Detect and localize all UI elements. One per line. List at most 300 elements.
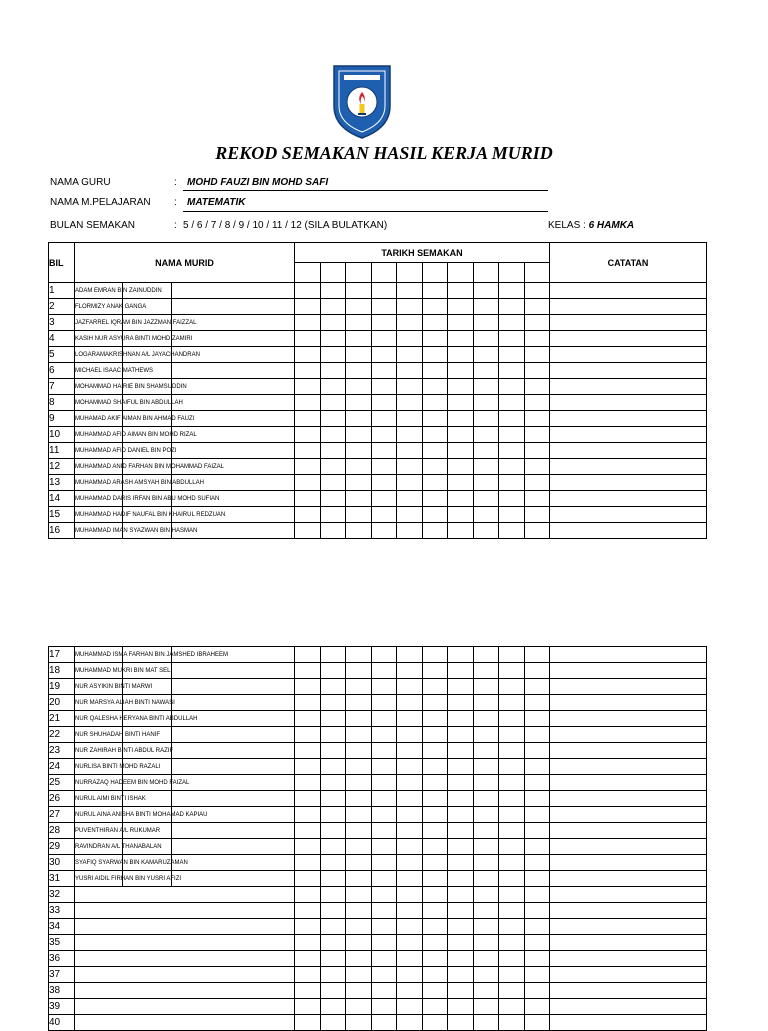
date-check-cell [448,459,474,475]
date-check-cell [346,711,372,727]
date-check-cell [346,347,372,363]
date-check-cell [499,759,525,775]
date-check-cell [295,759,321,775]
date-check-cell [346,727,372,743]
date-check-cell [397,507,423,523]
date-check-cell [524,663,550,679]
date-check-cell [397,983,423,999]
student-name: MUHAMAD AKIF AIMAN BIN AHMAD FAUZI [75,415,195,422]
date-check-cell [295,647,321,663]
catatan-cell [550,679,707,695]
student-name: JAZFARREL IQRAM BIN JAZZMAN FAIZZAL [75,319,197,326]
table-row [49,967,707,983]
date-check-cell [448,807,474,823]
date-check-cell [397,475,423,491]
catatan-cell [550,855,707,871]
kelas-value: 6 HAMKA [588,220,635,231]
date-check-cell [371,315,397,331]
student-name-cell [75,999,295,1015]
student-name-cell [75,459,295,475]
catatan-cell [550,347,707,363]
date-check-cell [320,807,346,823]
tarikh-semakan-header: TARIKH SEMAKAN [295,243,550,263]
bil-cell: 16 [49,523,75,539]
date-check-cell [397,727,423,743]
student-name: YUSRI AIDIL FIRHAN BIN YUSRI AFIZI [75,875,182,882]
catatan-cell [550,823,707,839]
guru-label: NAMA GURU [50,177,111,188]
date-check-cell [499,967,525,983]
date-check-cell [320,507,346,523]
catatan-cell [550,475,707,491]
catatan-cell [550,663,707,679]
date-check-cell [524,919,550,935]
date-check-cell [448,363,474,379]
table-row [49,647,707,663]
date-check-cell [397,491,423,507]
date-check-cell [397,443,423,459]
date-check-cell [448,695,474,711]
student-name-cell [75,951,295,967]
catatan-cell [550,283,707,299]
table-row [49,379,707,395]
student-name-cell [75,427,295,443]
date-check-cell [295,887,321,903]
date-check-cell [371,475,397,491]
student-name: MUHAMMAD IMAN SYAZWAN BIN HASMAN [75,527,198,534]
date-check-cell [473,491,499,507]
bil-cell: 38 [49,983,75,999]
date-check-cell [499,951,525,967]
student-name-cell [75,379,295,395]
student-name-cell [75,1015,295,1031]
student-name-cell [75,839,295,855]
date-check-cell [346,315,372,331]
bil-cell: 24 [49,759,75,775]
date-check-cell [473,935,499,951]
date-check-cell [346,855,372,871]
date-check-cell [295,903,321,919]
bil-cell: 12 [49,459,75,475]
student-name-cell [75,475,295,491]
date-check-cell [397,743,423,759]
date-check-cell [524,855,550,871]
date-check-cell [499,903,525,919]
date-check-cell [320,791,346,807]
catatan-cell [550,427,707,443]
date-check-cell [422,663,448,679]
date-check-cell [499,887,525,903]
bil-cell: 5 [49,347,75,363]
date-check-cell [473,443,499,459]
date-check-cell [448,935,474,951]
date-check-cell [346,1015,372,1031]
date-check-cell [524,427,550,443]
date-header-cell [346,263,372,283]
name-cell-divider [171,299,172,314]
date-check-cell [371,459,397,475]
date-check-cell [473,887,499,903]
date-header-cell [524,263,550,283]
student-name: MICHAEL ISAAC MATHEWS [75,367,154,374]
student-name: KASIH NUR ASYURA BINTI MOHD ZAMIRI [75,335,193,342]
date-check-cell [320,283,346,299]
date-check-cell [346,459,372,475]
student-name-cell [75,807,295,823]
date-check-cell [499,459,525,475]
date-check-cell [397,935,423,951]
date-check-cell [320,647,346,663]
student-name: ADAM EMRAN BIN ZAINUDDIN [75,287,162,294]
date-check-cell [397,791,423,807]
table-row [49,951,707,967]
date-check-cell [371,951,397,967]
name-cell-divider [171,363,172,378]
date-check-cell [524,935,550,951]
date-check-cell [295,951,321,967]
date-check-cell [295,363,321,379]
date-check-cell [524,871,550,887]
date-check-cell [295,823,321,839]
date-check-cell [371,967,397,983]
date-check-cell [473,379,499,395]
catatan-cell [550,999,707,1015]
date-check-cell [320,491,346,507]
date-check-cell [397,695,423,711]
date-check-cell [524,967,550,983]
date-check-cell [422,283,448,299]
date-check-cell [524,379,550,395]
date-check-cell [320,1015,346,1031]
bil-cell: 17 [49,647,75,663]
date-check-cell [371,331,397,347]
date-check-cell [320,315,346,331]
student-name: NUR ZAHIRAH BINTI ABDUL RAZIF [75,747,174,754]
document-title: REKOD SEMAKAN HASIL KERJA MURID [215,143,553,163]
date-check-cell [422,887,448,903]
catatan-cell [550,887,707,903]
date-check-cell [422,347,448,363]
table-row [49,743,707,759]
student-name-cell [75,727,295,743]
date-check-cell [524,823,550,839]
date-check-cell [346,967,372,983]
student-name-cell [75,791,295,807]
date-check-cell [524,331,550,347]
bil-cell: 4 [49,331,75,347]
date-check-cell [320,759,346,775]
date-check-cell [448,679,474,695]
student-name-cell [75,491,295,507]
date-check-cell [499,807,525,823]
date-check-cell [371,363,397,379]
date-check-cell [346,983,372,999]
bil-cell: 13 [49,475,75,491]
student-name-cell [75,887,295,903]
date-check-cell [499,379,525,395]
date-check-cell [346,283,372,299]
date-check-cell [320,459,346,475]
date-check-cell [371,839,397,855]
table-row [49,855,707,871]
date-check-cell [499,475,525,491]
date-check-cell [422,983,448,999]
date-check-cell [295,315,321,331]
date-check-cell [295,347,321,363]
date-check-cell [524,283,550,299]
date-check-cell [422,839,448,855]
catatan-cell [550,315,707,331]
date-check-cell [524,507,550,523]
date-header-cell [499,263,525,283]
date-check-cell [397,679,423,695]
date-check-cell [448,871,474,887]
date-check-cell [346,839,372,855]
date-check-cell [422,711,448,727]
date-check-cell [448,983,474,999]
date-check-cell [473,999,499,1015]
date-check-cell [346,679,372,695]
date-check-cell [499,679,525,695]
date-check-cell [320,331,346,347]
catatan-cell [550,395,707,411]
guru-value: MOHD FAUZI BIN MOHD SAFI [187,177,329,188]
date-check-cell [295,791,321,807]
student-name: MUHAMMAD AFID AIMAN BIN MOHD RIZAL [75,431,197,438]
date-check-cell [397,299,423,315]
date-check-cell [499,507,525,523]
student-name: NURRAZAQ HADEEM BIN MOHD FAIZAL [75,779,190,786]
date-check-cell [499,283,525,299]
date-check-cell [524,743,550,759]
date-check-cell [295,1015,321,1031]
date-check-cell [448,411,474,427]
bil-cell: 40 [49,1015,75,1031]
date-check-cell [295,379,321,395]
table-row [49,363,707,379]
catatan-cell [550,507,707,523]
date-check-cell [346,807,372,823]
date-check-cell [448,711,474,727]
table-row [49,475,707,491]
date-check-cell [448,475,474,491]
bil-cell: 18 [49,663,75,679]
student-name-cell [75,823,295,839]
date-check-cell [371,823,397,839]
student-name-cell [75,299,295,315]
date-check-cell [371,791,397,807]
student-name: MUHAMMAD MUKRI BIN MAT SELI [75,667,173,674]
school-crest-logo [330,62,394,140]
date-check-cell [448,839,474,855]
date-check-cell [473,711,499,727]
date-check-cell [422,1015,448,1031]
date-check-cell [397,395,423,411]
date-check-cell [320,347,346,363]
catatan-header: CATATAN [550,243,707,283]
date-check-cell [499,443,525,459]
student-name: MUHAMMAD ANID FARHAN BIN MOHAMMAD FAIZAL [75,463,225,470]
date-check-cell [295,283,321,299]
date-check-cell [422,443,448,459]
bil-cell: 39 [49,999,75,1015]
date-check-cell [397,903,423,919]
date-check-cell [473,315,499,331]
table-row [49,283,707,299]
date-check-cell [524,903,550,919]
date-check-cell [422,775,448,791]
date-check-cell [499,347,525,363]
date-check-cell [371,711,397,727]
name-cell-divider [171,839,172,854]
table-row [49,823,707,839]
date-check-cell [422,871,448,887]
date-check-cell [371,919,397,935]
date-check-cell [448,283,474,299]
date-check-cell [524,299,550,315]
table-row [49,791,707,807]
date-check-cell [346,775,372,791]
student-name: NUR SHUHADAH BINTI HANIF [75,731,161,738]
date-check-cell [448,299,474,315]
date-header-cell [320,263,346,283]
catatan-cell [550,935,707,951]
bil-cell: 30 [49,855,75,871]
date-check-cell [448,427,474,443]
student-name-cell [75,395,295,411]
date-check-cell [448,967,474,983]
catatan-cell [550,839,707,855]
date-check-cell [320,523,346,539]
date-check-cell [397,331,423,347]
bil-cell: 32 [49,887,75,903]
date-check-cell [397,775,423,791]
bil-cell: 25 [49,775,75,791]
bil-cell: 31 [49,871,75,887]
date-check-cell [295,919,321,935]
date-check-cell [448,331,474,347]
student-name: NURLISA BINTI MOHD RAZALI [75,763,161,770]
student-name-cell [75,283,295,299]
date-check-cell [422,363,448,379]
pelajaran-label: NAMA M.PELAJARAN [50,197,151,208]
date-check-cell [371,775,397,791]
date-check-cell [371,903,397,919]
student-name-cell [75,411,295,427]
date-check-cell [295,679,321,695]
student-name-cell [75,331,295,347]
date-check-cell [320,855,346,871]
date-check-cell [371,283,397,299]
student-name: MUHAMMAD HADIF NAUFAL BIN KHAIRUL REDZUAN [75,511,226,518]
date-check-cell [422,427,448,443]
student-name-cell [75,711,295,727]
date-check-cell [473,743,499,759]
date-check-cell [397,283,423,299]
date-check-cell [448,347,474,363]
date-header-cell [371,263,397,283]
student-name-cell [75,523,295,539]
bil-cell: 15 [49,507,75,523]
bil-cell: 23 [49,743,75,759]
date-check-cell [448,775,474,791]
student-name: NURUL AIMI BINTI ISHAK [75,795,146,802]
date-check-cell [473,299,499,315]
catatan-cell [550,903,707,919]
student-name: LOGARAMAKRISHNAN A/L JAYACHANDRAN [75,351,200,358]
date-check-cell [371,523,397,539]
date-check-cell [371,427,397,443]
catatan-cell [550,871,707,887]
catatan-cell [550,967,707,983]
date-check-cell [473,331,499,347]
catatan-cell [550,491,707,507]
date-check-cell [371,983,397,999]
kelas-field [548,220,634,231]
date-check-cell [499,695,525,711]
date-check-cell [448,647,474,663]
date-check-cell [524,695,550,711]
date-check-cell [346,759,372,775]
student-name: NUR QALESHA HERYANA BINTI ABDULLAH [75,715,198,722]
student-name: NUR ASYIKIN BINTI MARWI [75,683,153,690]
date-check-cell [346,475,372,491]
table-row [49,887,707,903]
date-check-cell [524,983,550,999]
date-check-cell [397,839,423,855]
date-check-cell [397,1015,423,1031]
date-check-cell [371,507,397,523]
bil-cell: 11 [49,443,75,459]
date-check-cell [422,727,448,743]
date-check-cell [371,871,397,887]
date-check-cell [422,791,448,807]
student-name: MOHAMMAD HAIRIE BIN SHAMSUDDIN [75,383,187,390]
date-check-cell [473,967,499,983]
date-check-cell [346,443,372,459]
student-name-cell [75,903,295,919]
table-row [49,411,707,427]
date-check-cell [499,411,525,427]
date-header-cell [448,263,474,283]
name-cell-divider [171,283,172,298]
date-check-cell [397,855,423,871]
table-row [49,839,707,855]
table-row [49,695,707,711]
date-check-cell [346,743,372,759]
student-name: MUHAMMAD ARASH AMSYAH BIN ABDULLAH [75,479,204,486]
date-check-cell [473,759,499,775]
date-check-cell [524,443,550,459]
date-header-cell [422,263,448,283]
table-row [49,331,707,347]
date-check-cell [320,711,346,727]
date-check-cell [422,523,448,539]
bil-cell: 36 [49,951,75,967]
date-check-cell [320,887,346,903]
catatan-cell [550,379,707,395]
date-check-cell [422,331,448,347]
catatan-cell [550,759,707,775]
date-check-cell [448,507,474,523]
date-check-cell [473,427,499,443]
date-check-cell [346,695,372,711]
student-record-table-1 [48,242,707,539]
date-check-cell [473,647,499,663]
date-check-cell [499,647,525,663]
date-check-cell [473,855,499,871]
date-check-cell [448,523,474,539]
